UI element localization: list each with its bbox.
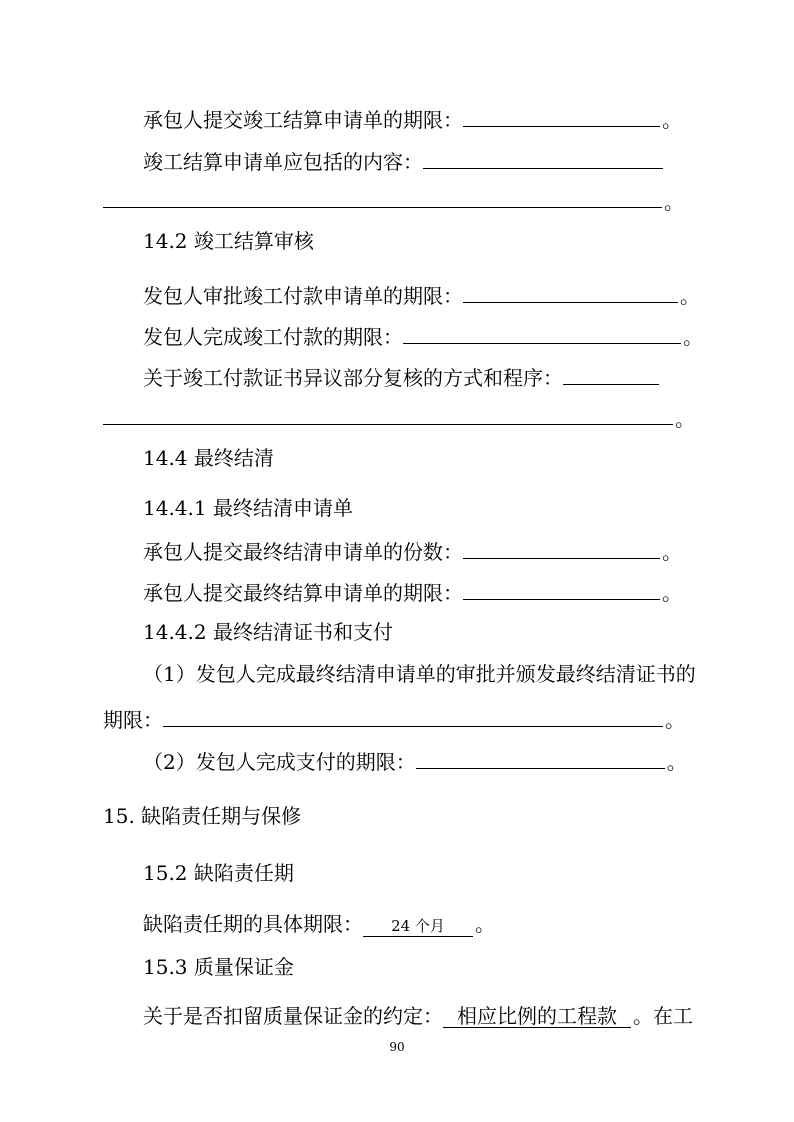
filled-value[interactable]: 相应比例的工程款 xyxy=(443,1005,631,1028)
filled-value[interactable]: 24 个月 xyxy=(363,916,473,937)
section-heading-15-3: 15.3 质量保证金 xyxy=(143,955,294,979)
blank-field[interactable] xyxy=(463,106,660,127)
section-heading-14-2: 14.2 竣工结算审核 xyxy=(143,229,314,253)
section-heading-14-4: 14.4 最终结清 xyxy=(143,446,274,470)
item-2-payment-deadline: （2）发包人完成支付的期限： 。 xyxy=(143,750,687,774)
dispute-review-method: 关于竣工付款证书异议部分复核的方式和程序： xyxy=(143,364,661,390)
blank-field[interactable] xyxy=(563,364,659,385)
period: 。 xyxy=(675,407,695,431)
section-heading-14-4-1: 14.4.1 最终结清申请单 xyxy=(143,496,353,520)
blank-field[interactable] xyxy=(416,748,665,769)
blank-field[interactable] xyxy=(423,148,663,169)
blank-field[interactable] xyxy=(463,538,660,559)
item-1-deadline: 期限： 。 xyxy=(103,708,685,732)
deadline-submit-completion-settlement: 承包人提交竣工结算申请单的期限： 。 xyxy=(143,108,682,132)
defect-liability-period: 缺陷责任期的具体期限： 24 个月 。 xyxy=(143,912,495,936)
section-heading-14-4-2: 14.4.2 最终结清证书和支付 xyxy=(143,620,393,644)
blank-field[interactable] xyxy=(403,323,681,344)
completion-settlement-contents: 竣工结算申请单应包括的内容： xyxy=(143,148,665,174)
retention-money-agreement: 关于是否扣留质量保证金的约定： 相应比例的工程款 。在工 xyxy=(143,1004,693,1028)
blank-field[interactable] xyxy=(463,282,678,303)
blank-field-continuation[interactable] xyxy=(103,207,662,208)
deadline-approve-completion-payment: 发包人审批竣工付款申请单的期限： 。 xyxy=(143,284,700,308)
section-heading-15-2: 15.2 缺陷责任期 xyxy=(143,861,294,885)
deadline-complete-completion-payment: 发包人完成竣工付款的期限： 。 xyxy=(143,325,703,349)
final-settlement-copies: 承包人提交最终结清申请单的份数： 。 xyxy=(143,540,682,564)
blank-field[interactable] xyxy=(163,706,663,727)
section-heading-15: 15. 缺陷责任期与保修 xyxy=(103,804,302,828)
final-settlement-deadline: 承包人提交最终结算申请单的期限： 。 xyxy=(143,581,682,605)
item-1-approval: （1）发包人完成最终结清申请单的审批并颁发最终结清证书的 xyxy=(143,662,696,686)
blank-field[interactable] xyxy=(463,579,660,600)
period: 。 xyxy=(664,190,684,214)
page-number: 90 xyxy=(389,1040,405,1054)
blank-field-continuation[interactable] xyxy=(103,424,673,425)
